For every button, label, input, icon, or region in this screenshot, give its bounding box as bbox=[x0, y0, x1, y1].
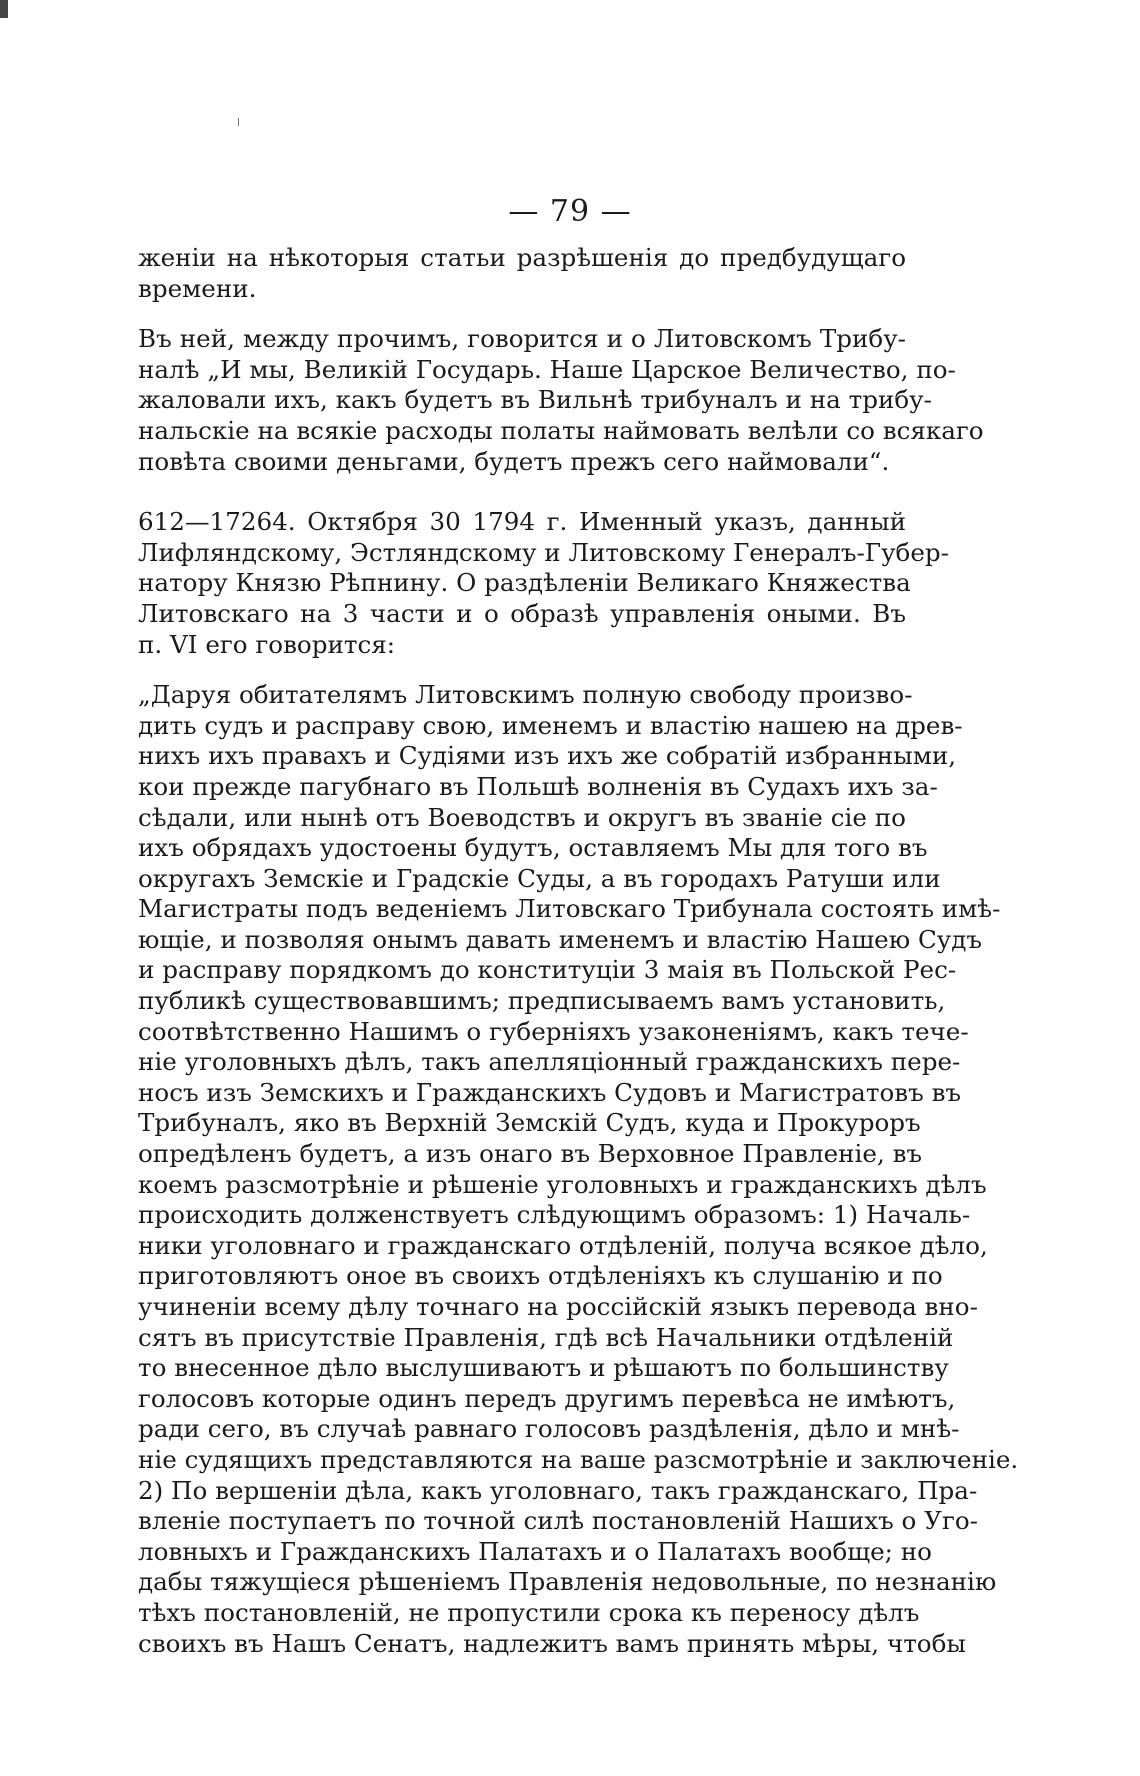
text-line: п. VI его говорится: bbox=[138, 629, 396, 659]
text-line: соотвѣтственно Нашимъ о губернiяхъ узаконенiямъ, какъ тече- bbox=[138, 1016, 969, 1046]
text-line: ради сего, въ случаѣ равнаго голосовъ раздѣленiя, дѣло и мнѣ- bbox=[138, 1414, 960, 1444]
text-line: тѣхъ постановленiй, не пропустили срока къ переносу дѣлъ bbox=[138, 1597, 920, 1627]
text-line: времени. bbox=[138, 273, 257, 303]
text-line: нiе уголовныхъ дѣлъ, такъ апелляцiонный гражданскихъ пере- bbox=[138, 1047, 961, 1077]
text-line: сѣдали, или нынѣ отъ Воеводствъ и округъ въ званiе сiе по bbox=[138, 802, 906, 832]
paragraph-continuation bbox=[138, 243, 906, 304]
text-line: дить судъ и расправу свою, именемъ и властiю нашею на древ- bbox=[138, 710, 963, 740]
text-line: кои прежде пагубнаго въ Польшѣ волненiя въ Судахъ ихъ за- bbox=[138, 771, 938, 801]
text-line: происходить долженствуетъ слѣдующимъ образомъ: 1) Началь- bbox=[138, 1200, 971, 1230]
page-body bbox=[138, 243, 1019, 1659]
text-line: и расправу порядкомъ до конституцiи 3 маiя въ Польской Рес- bbox=[138, 955, 957, 985]
text-line: Трибуналъ, яко въ Верхнiй Земскiй Судъ, куда и Прокуроръ bbox=[138, 1108, 921, 1138]
text-line: то внесенное дѣло выслушиваютъ и рѣшаютъ по большинству bbox=[138, 1353, 949, 1383]
text-line: 2) По вершенiи дѣла, какъ уголовнаго, такъ гражданскаго, Пра- bbox=[138, 1475, 978, 1505]
text-line: дабы тяжущiеся рѣшенiемъ Правленiя недовольные, по незнанiю bbox=[138, 1567, 997, 1597]
text-line: Въ ней, между прочимъ, говорится и о Литовскомъ Трибу- bbox=[138, 324, 906, 354]
page-number: — 79 — bbox=[508, 194, 632, 229]
text-line: налѣ „И мы, Великiй Государь. Наше Царское Величество, по- bbox=[138, 354, 956, 384]
text-line: „Даруя обитателямъ Литовскимъ полную свободу произво- bbox=[138, 680, 913, 710]
text-line: публикѣ существовавшимъ; предписываемъ вамъ установить, bbox=[138, 986, 946, 1016]
text-line: нальскiе на всякiе расходы полаты наймовать велѣли со всякаго bbox=[138, 415, 984, 445]
text-line: голосовъ которые одинъ передъ другимъ перевѣса не имѣютъ, bbox=[138, 1383, 956, 1413]
text-line: Магистраты подъ веденiемъ Литовскаго Трибунала состоять имѣ- bbox=[138, 894, 1001, 924]
text-line: приготовляютъ оное въ своихъ отдѣленiяхъ къ слушанiю и по bbox=[138, 1261, 943, 1291]
paragraph-decree-heading bbox=[138, 507, 949, 660]
text-line: нихъ ихъ правахъ и Судiями изъ ихъ же собратiй избранными, bbox=[138, 741, 957, 771]
text-line: жаловали ихъ, какъ будетъ въ Вильнѣ трибуналъ и на трибу- bbox=[138, 385, 932, 415]
text-line: ники уголовнаго и гражданскаго отдѣленiй, получа всякое дѣло, bbox=[138, 1230, 988, 1260]
text-line: ловныхъ и Гражданскихъ Палатахъ и о Палатахъ вообще; но bbox=[138, 1536, 932, 1566]
text-line: вленiе поступаетъ по точной силѣ постановленiй Нашихъ о Уго- bbox=[138, 1506, 978, 1536]
text-line: натору Князю Рѣпнину. О раздѣленiи Великаго Княжества bbox=[138, 568, 911, 598]
paragraph-lithuanian-tribunal bbox=[138, 324, 984, 477]
paragraph-gap bbox=[138, 660, 906, 680]
text-line: учиненiи всему дѣлу точнаго на россiйскiй языкъ перевода вно- bbox=[138, 1292, 978, 1321]
text-line: коемъ разсмотрѣнiе и рѣшенiе уголовныхъ и гражданскихъ дѣлъ bbox=[138, 1169, 987, 1199]
text-line: Литовскаго на 3 части и о образѣ управленiя оными. Въ bbox=[138, 598, 906, 628]
text-line: 612—17264. Октября 30 1794 г. Именный указъ, данный bbox=[138, 507, 906, 537]
text-line: округахъ Земскiе и Градскiе Суды, а въ городахъ Ратуши или bbox=[138, 863, 941, 893]
text-line: ихъ обрядахъ удостоены будутъ, оставляемъ Мы для того въ bbox=[138, 833, 928, 863]
text-line: опредѣленъ будетъ, а изъ онаго въ Верховное Правленiе, въ bbox=[138, 1139, 923, 1169]
text-line: нiе судящихъ представляются на ваше разсмотрѣнiе и заключенiе. bbox=[138, 1444, 1019, 1474]
text-line: ющiе, и позволяя онымъ давать именемъ и властiю Нашею Судъ bbox=[138, 924, 983, 954]
paragraph-gap bbox=[138, 477, 906, 507]
text-line: сятъ въ присутствiе Правленiя, гдѣ всѣ Начальники отдѣленiй bbox=[138, 1322, 954, 1352]
scan-edge-mark bbox=[0, 0, 8, 18]
text-line: своихъ въ Нашъ Сенатъ, надлежитъ вамъ принять мѣры, чтобы bbox=[138, 1628, 966, 1658]
text-line: женiи на нѣкоторыя статьи разрѣшенiя до предбудущаго bbox=[138, 243, 906, 272]
text-line: носъ изъ Земскихъ и Гражданскихъ Судовъ и Магистратовъ въ bbox=[138, 1077, 962, 1107]
paragraph-gap bbox=[138, 304, 906, 324]
text-line: повѣта своими деньгами, будетъ прежъ сего наймовали“. bbox=[138, 446, 890, 476]
scan-speck bbox=[238, 118, 239, 126]
text-line: Лифляндскому, Эстляндскому и Литовскому Генералъ-Губер- bbox=[138, 537, 949, 567]
paragraph-decree-quote bbox=[138, 680, 1019, 1659]
